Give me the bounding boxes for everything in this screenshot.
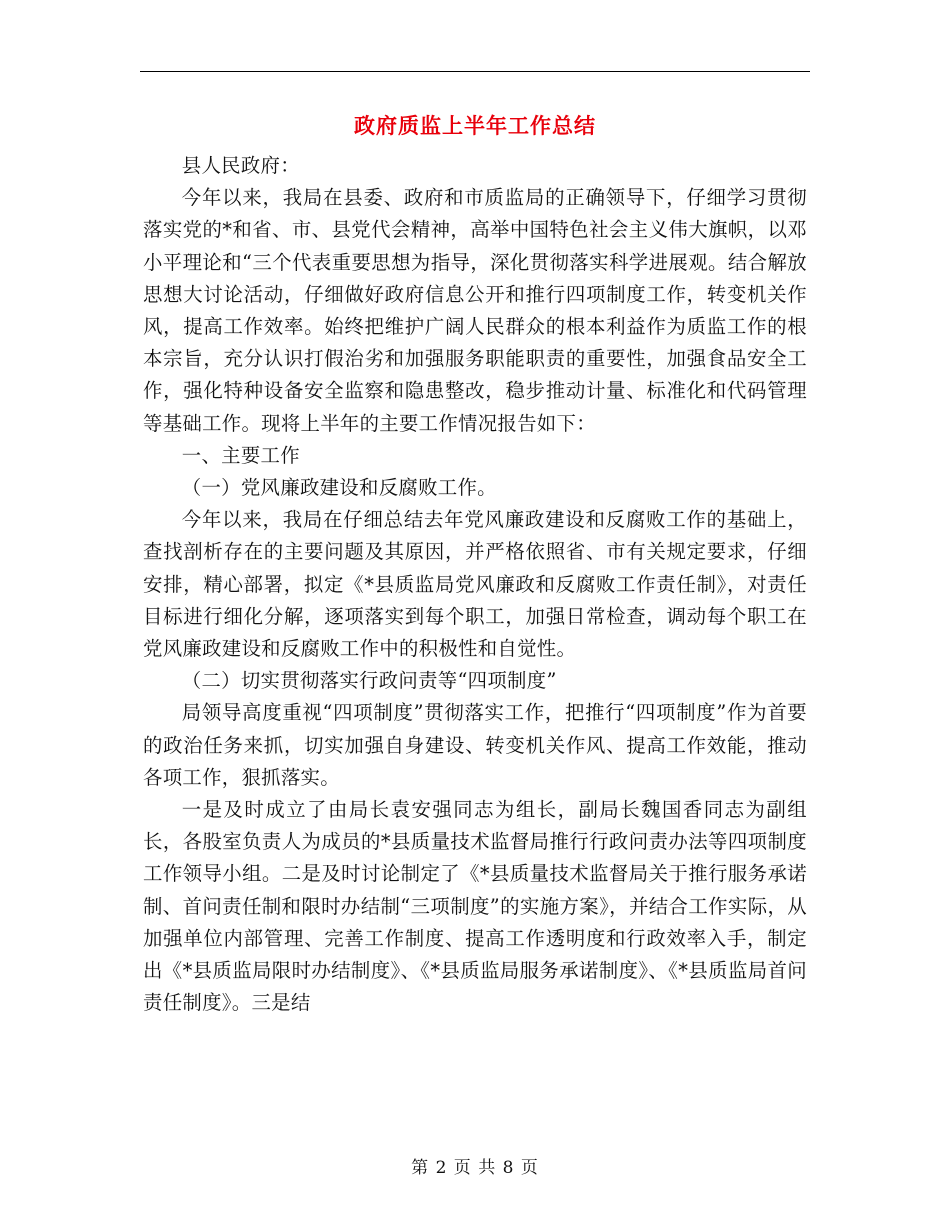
header-rule bbox=[140, 71, 810, 72]
subsection-heading-2: （二）切实贯彻落实行政问责等“四项制度” bbox=[181, 669, 557, 693]
paragraph-anticorruption: 今年以来，我局在仔细总结去年党风廉政建设和反腐败工作的基础上，查找剖析存在的主要问题及其原因，并严格依照省、市有关规定要求，仔细安排，精心部署，拟定《*县质监局党风廉政和反腐败工作责任制》，对责任目标进行细化分解，逐项落实到每个职工，加强日常检查，调动每个职工在党风廉政建设和反腐败工作中的积极性和自觉性。 bbox=[143, 508, 807, 661]
document-title: 政府质监上半年工作总结 bbox=[354, 113, 596, 138]
salutation: 县人民政府： bbox=[181, 154, 300, 177]
section-heading-main-work: 一、主要工作 bbox=[181, 443, 300, 467]
paragraph-measures: 一是及时成立了由局长袁安强同志为组长，副局长魏国香同志为副组长，各股室负责人为成员的*县质量技术监督局推行行政问责办法等四项制度工作领导小组。二是及时讨论制定了《*县质量技术监督局关于推行服务承诺制、首问责任制和限时办结制“三项制度”的实施方案》，并结合工作实际，从加强单位内部管理、完善工作制度、提高工作透明度和行政效率入手，制定出《*县质监局限时办结制度》、《*县质监局服务承诺制度》、《*县质监局首问责任制度》。三是结 bbox=[143, 798, 807, 1015]
page-number-footer: 第 2 页 共 8 页 bbox=[411, 1158, 539, 1178]
document-body bbox=[143, 150, 807, 1019]
paragraph-intro: 今年以来，我局在县委、政府和市质监局的正确领导下，仔细学习贯彻落实党的*和省、市、县党代会精神，高举中国特色社会主义伟大旗帜，以邓小平理论和“三个代表重要思想为指导，深化贯彻落实科学进展观。结合解放思想大讨论活动，仔细做好政府信息公开和推行四项制度工作，转变机关作风，提高工作效率。始终把维护广阔人民群众的根本利益作为质监工作的根本宗旨，充分认识打假治劣和加强服务职能职责的重要性，加强食品安全工作，强化特种设备安全监察和隐患整改，稳步推动计量、标准化和代码管理等基础工作。现将上半年的主要工作情况报告如下： bbox=[143, 186, 807, 435]
subsection-heading-1: （一）党风廉政建设和反腐败工作。 bbox=[181, 476, 497, 500]
paragraph-four-systems: 局领导高度重视“四项制度”贯彻落实工作，把推行“四项制度”作为首要的政治任务来抓，切实加强自身建设、转变机关作风、提高工作效能，推动各项工作，狠抓落实。 bbox=[143, 701, 807, 789]
